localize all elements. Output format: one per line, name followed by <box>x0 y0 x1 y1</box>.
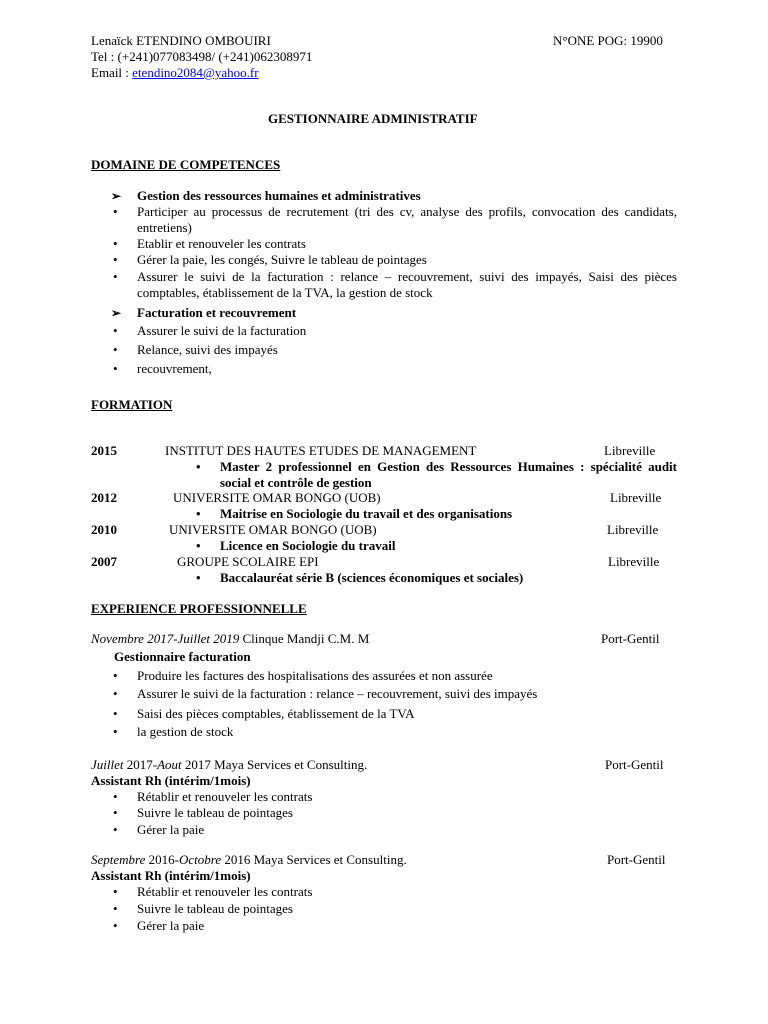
formation-city: Libreville <box>604 443 656 458</box>
formation-school: UNIVERSITE OMAR BONGO (UOB) <box>173 490 381 505</box>
job-period-end-month: Aout <box>157 757 182 772</box>
email-link[interactable]: etendino2084@yahoo.fr <box>132 65 259 80</box>
formation-degree: • Master 2 professionnel en Gestion des Ressources Humaines : spécialité audit social et contrôle de gestion <box>220 459 677 491</box>
job-task: • Rétablir et renouveler les contrats <box>137 789 312 805</box>
job-period-start-month: Juillet <box>91 757 124 772</box>
job-role: Assistant Rh (intérim/1mois) <box>91 773 251 788</box>
job-period-start-month: Septembre <box>91 852 146 867</box>
competence-item: • Etablir et renouveler les contrats <box>137 236 306 252</box>
formation-school: UNIVERSITE OMAR BONGO (UOB) <box>169 522 377 537</box>
job-period-company <box>91 852 407 868</box>
formation-heading: FORMATION <box>91 397 173 412</box>
job-period-company <box>91 757 367 773</box>
job-city: Port-Gentil <box>601 631 660 646</box>
formation-school: GROUPE SCOLAIRE EPI <box>177 554 319 569</box>
competence-group-billing: ➢ Facturation et recouvrement <box>137 305 296 321</box>
job-task: • Gérer la paie <box>137 918 204 934</box>
job-task: • Rétablir et renouveler les contrats <box>137 884 312 900</box>
competences-heading: DOMAINE DE COMPETENCES <box>91 157 281 172</box>
job-task: • la gestion de stock <box>137 724 233 740</box>
job-task: • Gérer la paie <box>137 822 204 838</box>
job-city: Port-Gentil <box>607 852 666 867</box>
candidate-name: Lenaïck ETENDINO OMBOUIRI <box>91 33 271 48</box>
job-period-end-month: Octobre <box>178 852 222 867</box>
job-period-company <box>91 631 369 647</box>
job-period-end-company: 2017 Maya Services et Consulting. <box>181 757 368 772</box>
competence-item: • Relance, suivi des impayés <box>137 342 278 358</box>
competence-item: • Assurer le suivi de la facturation <box>137 323 306 339</box>
formation-year: 2010 <box>91 522 117 537</box>
formation-degree: • Baccalauréat série B (sciences économiques et sociales) <box>220 570 523 586</box>
formation-city: Libreville <box>607 522 659 537</box>
competence-item: • Assurer le suivi de la facturation : relance – recouvrement, suivi des impayés, Saisi des pièces comptables, établissement de la TVA, la gestion de stock <box>137 269 677 301</box>
job-role: Gestionnaire facturation <box>114 649 251 664</box>
job-role: Assistant Rh (intérim/1mois) <box>91 868 251 883</box>
job-task: • Suivre le tableau de pointages <box>137 901 293 917</box>
email-label: Email : <box>91 65 133 80</box>
job-period-start-year: 2016- <box>145 852 179 867</box>
formation-year: 2007 <box>91 554 117 569</box>
job-period-end-company: 2016 Maya Services et Consulting. <box>221 852 407 867</box>
job-city: Port-Gentil <box>605 757 664 772</box>
competence-item: • Participer au processus de recrutement (tri des cv, analyse des profils, convocation des candidats, entretiens) <box>137 204 677 236</box>
formation-city: Libreville <box>608 554 660 569</box>
job-company: Clinque Mandji C.M. M <box>239 631 370 646</box>
email-line <box>91 65 259 81</box>
formation-city: Libreville <box>610 490 662 505</box>
formation-degree: • Licence en Sociologie du travail <box>220 538 395 554</box>
formation-school: INSTITUT DES HAUTES ETUDES DE MANAGEMENT <box>165 443 477 458</box>
job-task: • Produire les factures des hospitalisations des assurées et non assurée <box>137 668 493 684</box>
competence-item: • Gérer la paie, les congés, Suivre le tableau de pointages <box>137 252 427 268</box>
reference-number: N°ONE POG: 19900 <box>553 33 663 48</box>
job-period-start-year: 2017- <box>123 757 158 772</box>
formation-year: 2012 <box>91 490 117 505</box>
page-title: GESTIONNAIRE ADMINISTRATIF <box>268 111 478 126</box>
experience-heading: EXPERIENCE PROFESSIONNELLE <box>91 601 307 616</box>
job-task: • Saisi des pièces comptables, établissement de la TVA <box>137 706 415 722</box>
job-task: • Suivre le tableau de pointages <box>137 805 293 821</box>
formation-year: 2015 <box>91 443 117 458</box>
job-period: Novembre 2017-Juillet 2019 <box>91 631 240 646</box>
competence-group-hr: ➢ Gestion des ressources humaines et administratives <box>137 188 421 204</box>
competence-item: • recouvrement, <box>137 361 212 377</box>
job-task: • Assurer le suivi de la facturation : relance – recouvrement, suivi des impayés <box>137 686 537 702</box>
formation-degree: • Maitrise en Sociologie du travail et des organisations <box>220 506 512 522</box>
phone-line: Tel : (+241)077083498/ (+241)062308971 <box>91 49 313 64</box>
